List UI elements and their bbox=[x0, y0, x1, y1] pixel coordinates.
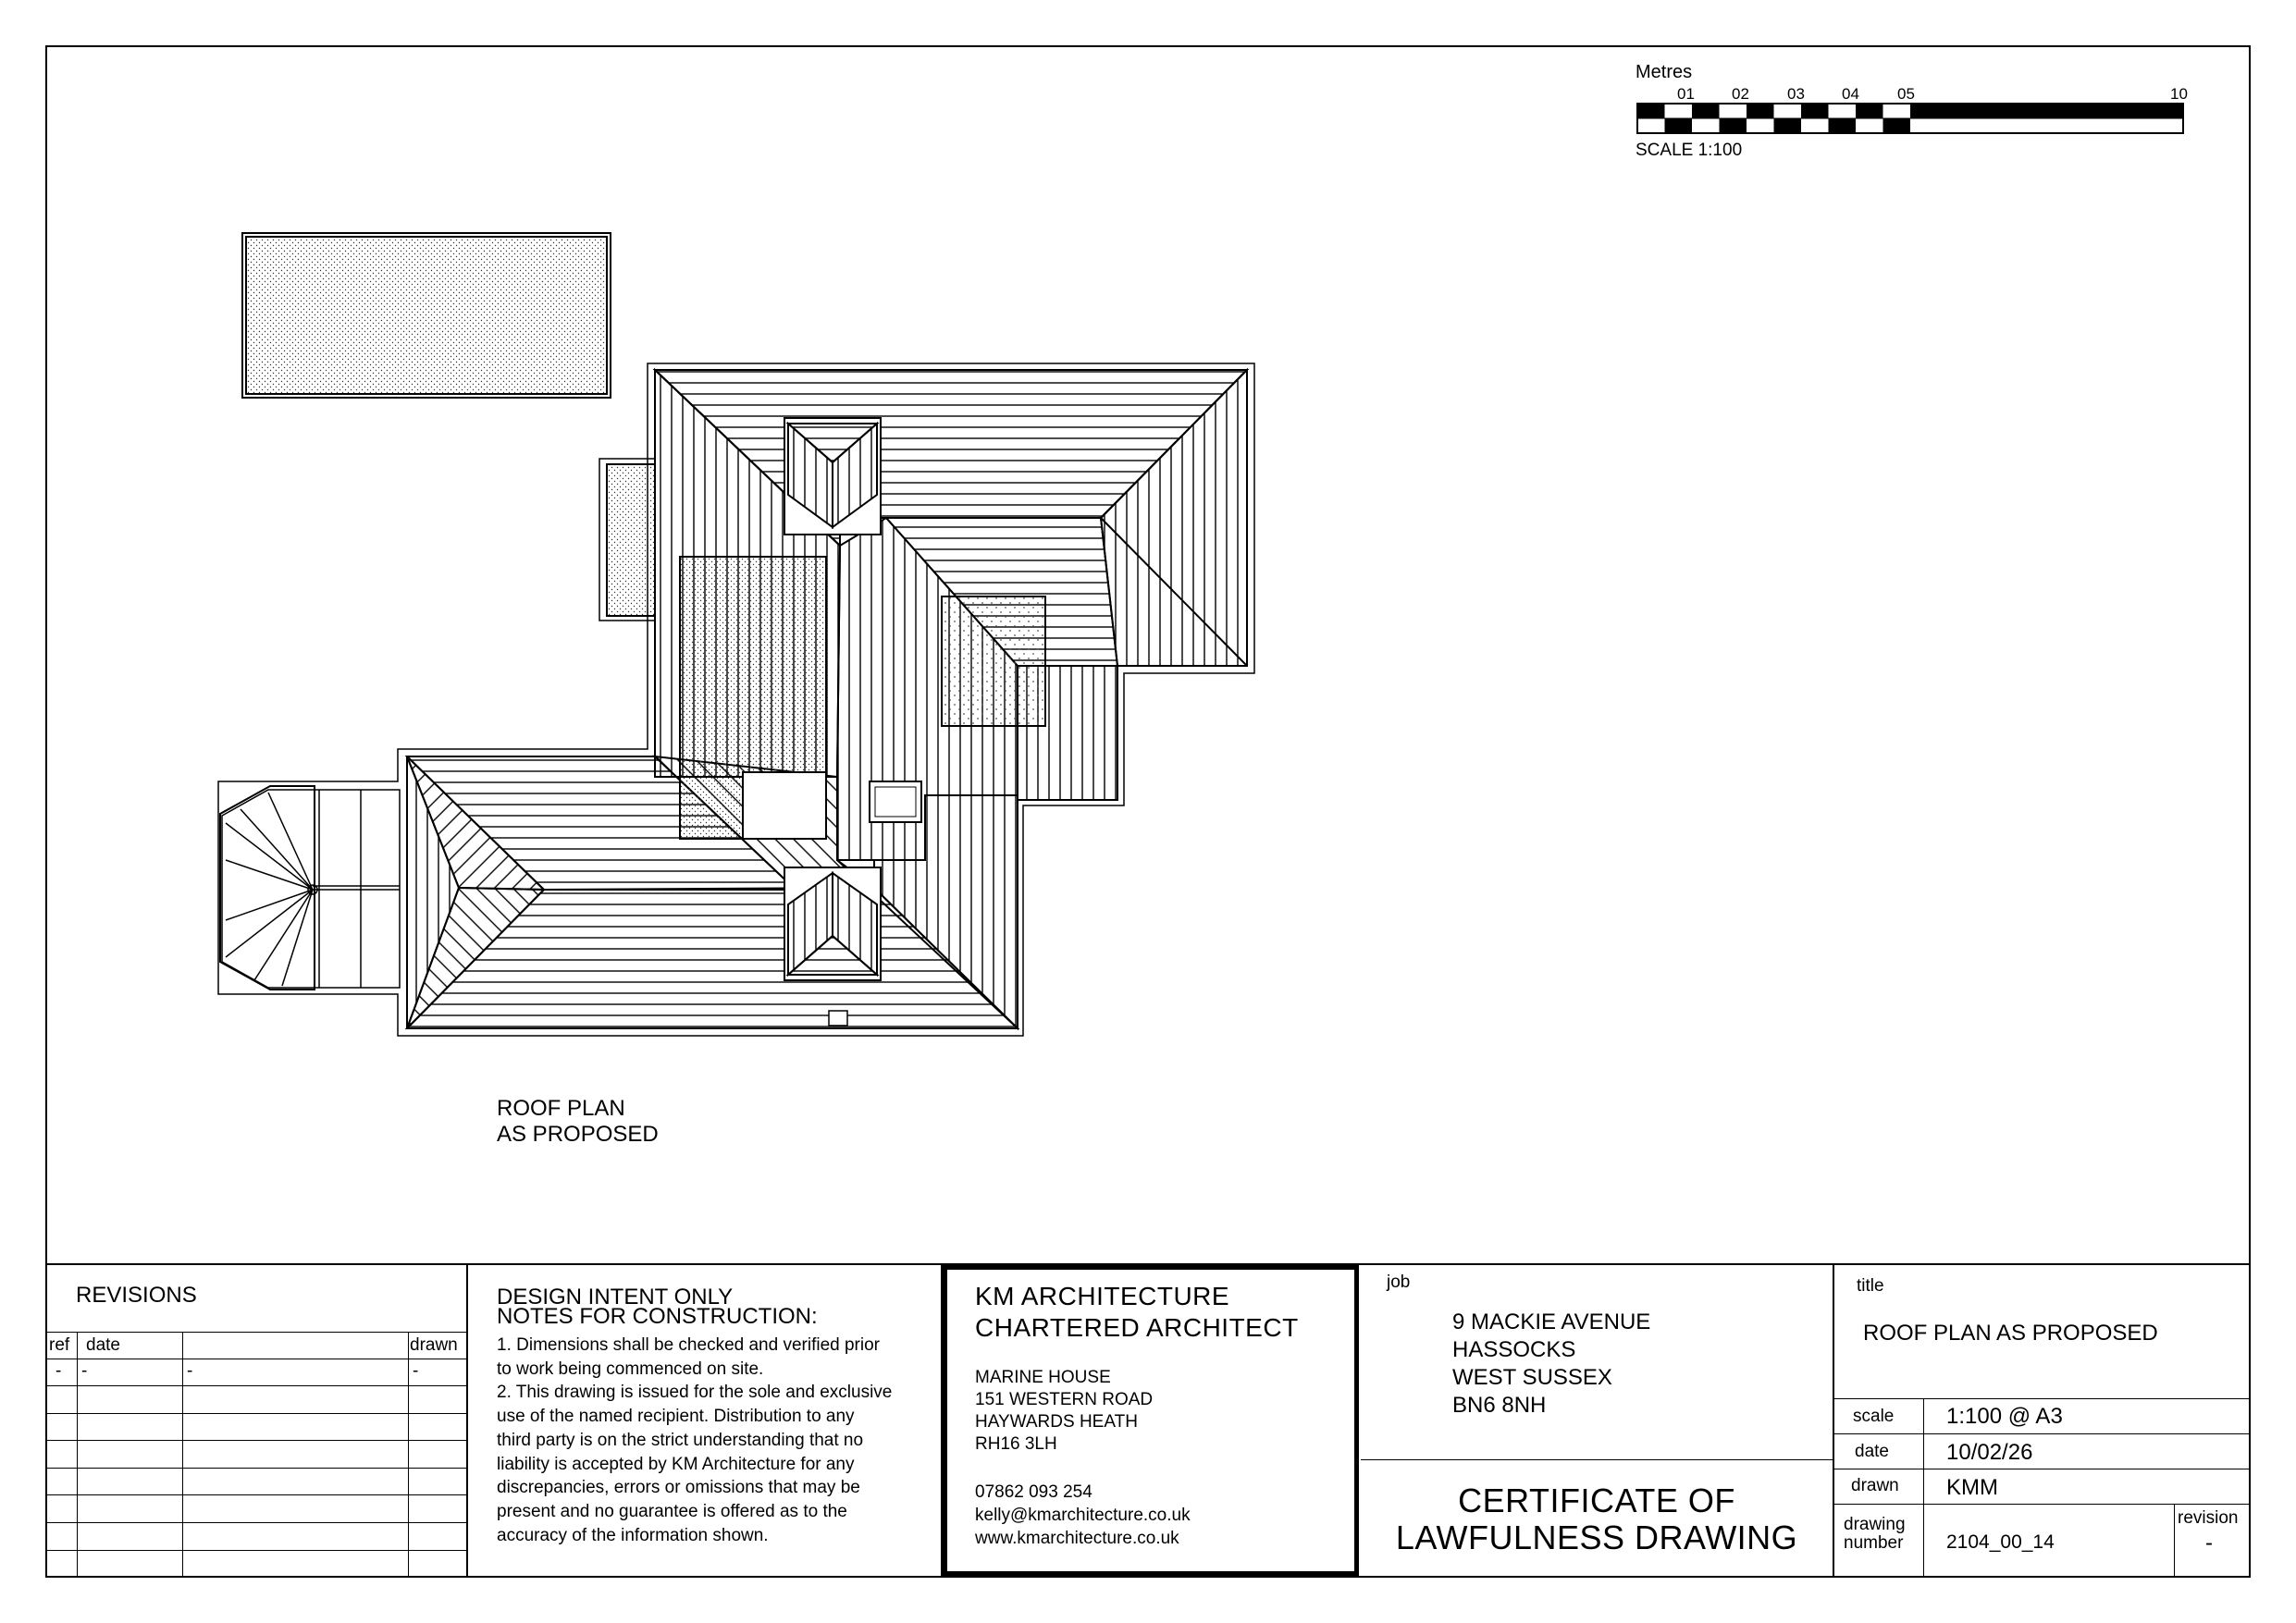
conservatory bbox=[220, 786, 400, 990]
drawn-field-value: KMM bbox=[1946, 1475, 1998, 1500]
practice-address-2: 151 WESTERN ROAD bbox=[975, 1390, 1154, 1409]
revision-row-rule bbox=[45, 1413, 466, 1414]
job-right-rule bbox=[1833, 1263, 1834, 1578]
scale-label: SCALE 1:100 bbox=[1636, 141, 1743, 160]
revision-row-rule bbox=[45, 1550, 466, 1551]
job-address-4: BN6 8NH bbox=[1452, 1393, 1547, 1418]
practice-name-2: CHARTERED ARCHITECT bbox=[975, 1313, 1299, 1342]
revision-row-rule bbox=[45, 1522, 466, 1523]
notes-line: accuracy of the information shown. bbox=[497, 1525, 769, 1545]
revision-row-drawn: - bbox=[413, 1361, 419, 1381]
scale-bar-segment bbox=[1637, 104, 1665, 118]
notes-line: present and no guarantee is offered as to the bbox=[497, 1501, 847, 1521]
revisions-heading: REVISIONS bbox=[76, 1283, 197, 1308]
scale-tick-05: 05 bbox=[1897, 85, 1915, 103]
scale-tick-03: 03 bbox=[1787, 85, 1805, 103]
scale-bar-segment bbox=[1720, 118, 1747, 133]
drawn-field-label: drawn bbox=[1851, 1476, 1899, 1495]
scale-field-value: 1:100 @ A3 bbox=[1946, 1404, 2063, 1429]
revisions-col-rule bbox=[408, 1332, 409, 1578]
scale-tick-02: 02 bbox=[1732, 85, 1749, 103]
practice-name-1: KM ARCHITECTURE bbox=[975, 1282, 1230, 1310]
practice-address-4: RH16 3LH bbox=[975, 1434, 1057, 1454]
drawing-number-label-1: drawing bbox=[1844, 1515, 1906, 1534]
scale-tick-10: 10 bbox=[2170, 85, 2188, 103]
revision-row-description: - bbox=[187, 1361, 193, 1381]
practice-address-3: HAYWARDS HEATH bbox=[975, 1412, 1138, 1432]
title-rule bbox=[1833, 1398, 2251, 1399]
scale-tick-01: 01 bbox=[1677, 85, 1695, 103]
dormer-top bbox=[784, 418, 881, 535]
revisions-right-rule bbox=[466, 1263, 468, 1578]
drawing-number-label-2: number bbox=[1844, 1533, 1904, 1553]
scale-bar-segment bbox=[1747, 104, 1774, 118]
practice-phone: 07862 093 254 bbox=[975, 1482, 1092, 1502]
notes-line: to work being commenced on site. bbox=[497, 1359, 764, 1379]
job-address-3: WEST SUSSEX bbox=[1452, 1365, 1612, 1390]
dormer-bottom bbox=[784, 867, 881, 980]
certificate-title-2: LAWFULNESS DRAWING bbox=[1395, 1518, 1798, 1556]
scale-bar-heading: Metres bbox=[1636, 62, 1693, 82]
certificate-title-1: CERTIFICATE OF bbox=[1458, 1482, 1735, 1519]
scale-bar-segment bbox=[1774, 118, 1802, 133]
revisions-col-rule bbox=[182, 1332, 183, 1578]
title-label: title bbox=[1857, 1276, 1884, 1296]
revision-col-rule bbox=[2174, 1504, 2175, 1578]
job-address-1: 9 MACKIE AVENUE bbox=[1452, 1309, 1651, 1334]
practice-email-link[interactable]: kelly@kmarchitecture.co.uk bbox=[975, 1506, 1191, 1525]
revisions-col-drawn: drawn bbox=[410, 1335, 458, 1355]
notes-heading-2: NOTES FOR CONSTRUCTION: bbox=[497, 1304, 818, 1329]
revision-row-rule bbox=[45, 1385, 466, 1386]
drawing-label-line2: AS PROPOSED bbox=[497, 1122, 659, 1147]
practice-address-1: MARINE HOUSE bbox=[975, 1368, 1111, 1387]
scale-bar-segment bbox=[1883, 118, 1911, 133]
label-col-rule bbox=[1923, 1398, 1924, 1578]
drawing-number-value: 2104_00_14 bbox=[1946, 1531, 2055, 1553]
scale-bar-segment bbox=[1856, 104, 1883, 118]
practice-website-link[interactable]: www.kmarchitecture.co.uk bbox=[975, 1529, 1179, 1548]
scale-bar-segment bbox=[1801, 104, 1829, 118]
notes-line: discrepancies, errors or omissions that may be bbox=[497, 1478, 860, 1498]
scale-field-label: scale bbox=[1853, 1407, 1895, 1426]
revision-row-rule bbox=[45, 1494, 466, 1495]
title-value: ROOF PLAN AS PROPOSED bbox=[1863, 1321, 2158, 1346]
outbuilding bbox=[242, 233, 611, 398]
revision-row-rule bbox=[45, 1468, 466, 1469]
revisions-col-date: date bbox=[86, 1335, 120, 1355]
drawing-label-line1: ROOF PLAN bbox=[497, 1096, 625, 1121]
side-bay bbox=[599, 459, 655, 621]
notes-line: third party is on the strict understanding that no bbox=[497, 1430, 864, 1450]
scale-rule bbox=[1833, 1433, 2251, 1434]
scale-bar bbox=[1637, 104, 2183, 133]
notes-line: 1. Dimensions shall be checked and verified prior bbox=[497, 1335, 880, 1355]
job-label: job bbox=[1387, 1273, 1411, 1292]
notes-line: liability is accepted by KM Architecture for any bbox=[497, 1454, 855, 1474]
scale-tick-04: 04 bbox=[1842, 85, 1859, 103]
date-field-label: date bbox=[1855, 1442, 1889, 1461]
scale-bar-segment bbox=[1665, 118, 1693, 133]
scale-bar-segment bbox=[1829, 118, 1857, 133]
job-divider bbox=[1361, 1459, 1833, 1460]
revision-row-date: - bbox=[81, 1361, 88, 1381]
notes-line: 2. This drawing is issued for the sole and exclusive bbox=[497, 1383, 893, 1403]
scale-bar-segment bbox=[1692, 104, 1720, 118]
date-field-value: 10/02/26 bbox=[1946, 1440, 2033, 1465]
revision-row-rule bbox=[45, 1440, 466, 1441]
revisions-col-ref: ref bbox=[49, 1335, 70, 1355]
notes-line: use of the named recipient. Distribution to any bbox=[497, 1407, 855, 1427]
revision-field-label: revision bbox=[2178, 1508, 2239, 1528]
drawn-rule bbox=[1833, 1504, 2251, 1505]
revisions-header-top bbox=[45, 1332, 466, 1333]
notes-heading-1: DESIGN INTENT ONLY bbox=[497, 1285, 734, 1309]
revisions-col-rule bbox=[77, 1332, 78, 1578]
job-address-2: HASSOCKS bbox=[1452, 1337, 1576, 1362]
revision-field-value: - bbox=[2205, 1531, 2213, 1555]
revision-row-ref: - bbox=[56, 1361, 62, 1381]
